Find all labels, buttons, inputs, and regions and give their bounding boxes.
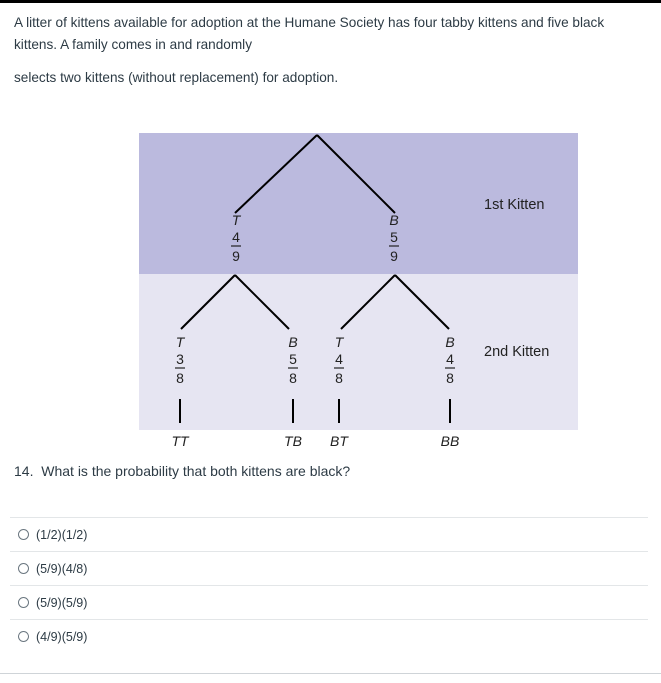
question-text — [14, 463, 350, 479]
branch-denominator: 8 — [176, 370, 184, 386]
tree-svg — [139, 133, 578, 458]
outcome-bb: BB — [440, 433, 460, 449]
outcome-tt: TT — [171, 433, 189, 449]
radio-button[interactable] — [18, 597, 29, 608]
branch-event: T — [231, 212, 241, 228]
top-border — [0, 0, 661, 3]
branch-denominator: 9 — [390, 248, 398, 264]
outcome-bt: BT — [330, 433, 348, 449]
level-label-second: 2nd Kitten — [484, 344, 550, 360]
question-number: 14. — [14, 463, 34, 479]
level-label-first: 1st Kitten — [484, 197, 545, 213]
branch-event: B — [389, 212, 399, 228]
problem-intro-continued: selects two kittens (without replacement) for adoption. — [14, 70, 339, 85]
bottom-divider — [0, 673, 661, 674]
branch-denominator: 9 — [232, 248, 240, 264]
radio-button[interactable] — [18, 563, 29, 574]
branch-event: B — [445, 334, 455, 350]
branch-numerator: 5 — [390, 229, 398, 245]
answer-label: (5/9)(5/9) — [36, 595, 88, 610]
branch-event: T — [175, 334, 185, 350]
answer-label: (4/9)(5/9) — [36, 629, 88, 644]
branch-label-tb — [288, 334, 298, 386]
branch-numerator: 4 — [335, 351, 343, 367]
branch-numerator: 4 — [232, 229, 240, 245]
branch-denominator: 8 — [289, 370, 297, 386]
answer-option[interactable] — [10, 551, 648, 585]
branch-numerator: 4 — [446, 351, 454, 367]
answer-option[interactable] — [10, 585, 648, 619]
branch-denominator: 8 — [446, 370, 454, 386]
problem-intro: A litter of kittens available for adoption at the Humane Society has four tabby kittens and five black kittens. A family comes in and randomly — [14, 15, 605, 52]
radio-button[interactable] — [18, 529, 29, 540]
answer-list — [10, 517, 648, 653]
answer-option[interactable] — [10, 619, 648, 653]
outcome-tb: TB — [284, 433, 302, 449]
branch-label-bb — [445, 334, 455, 386]
answer-option[interactable] — [10, 517, 648, 551]
branch-label-b-first — [389, 212, 399, 264]
branch-event: B — [288, 334, 298, 350]
answer-label: (1/2)(1/2) — [36, 527, 88, 542]
branch-numerator: 3 — [176, 351, 184, 367]
answer-label: (5/9)(4/8) — [36, 561, 88, 576]
branch-denominator: 8 — [335, 370, 343, 386]
probability-tree-diagram — [139, 133, 578, 458]
radio-button[interactable] — [18, 631, 29, 642]
question-prompt: What is the probability that both kittens are black? — [41, 463, 351, 479]
branch-numerator: 5 — [289, 351, 297, 367]
branch-event: T — [334, 334, 344, 350]
